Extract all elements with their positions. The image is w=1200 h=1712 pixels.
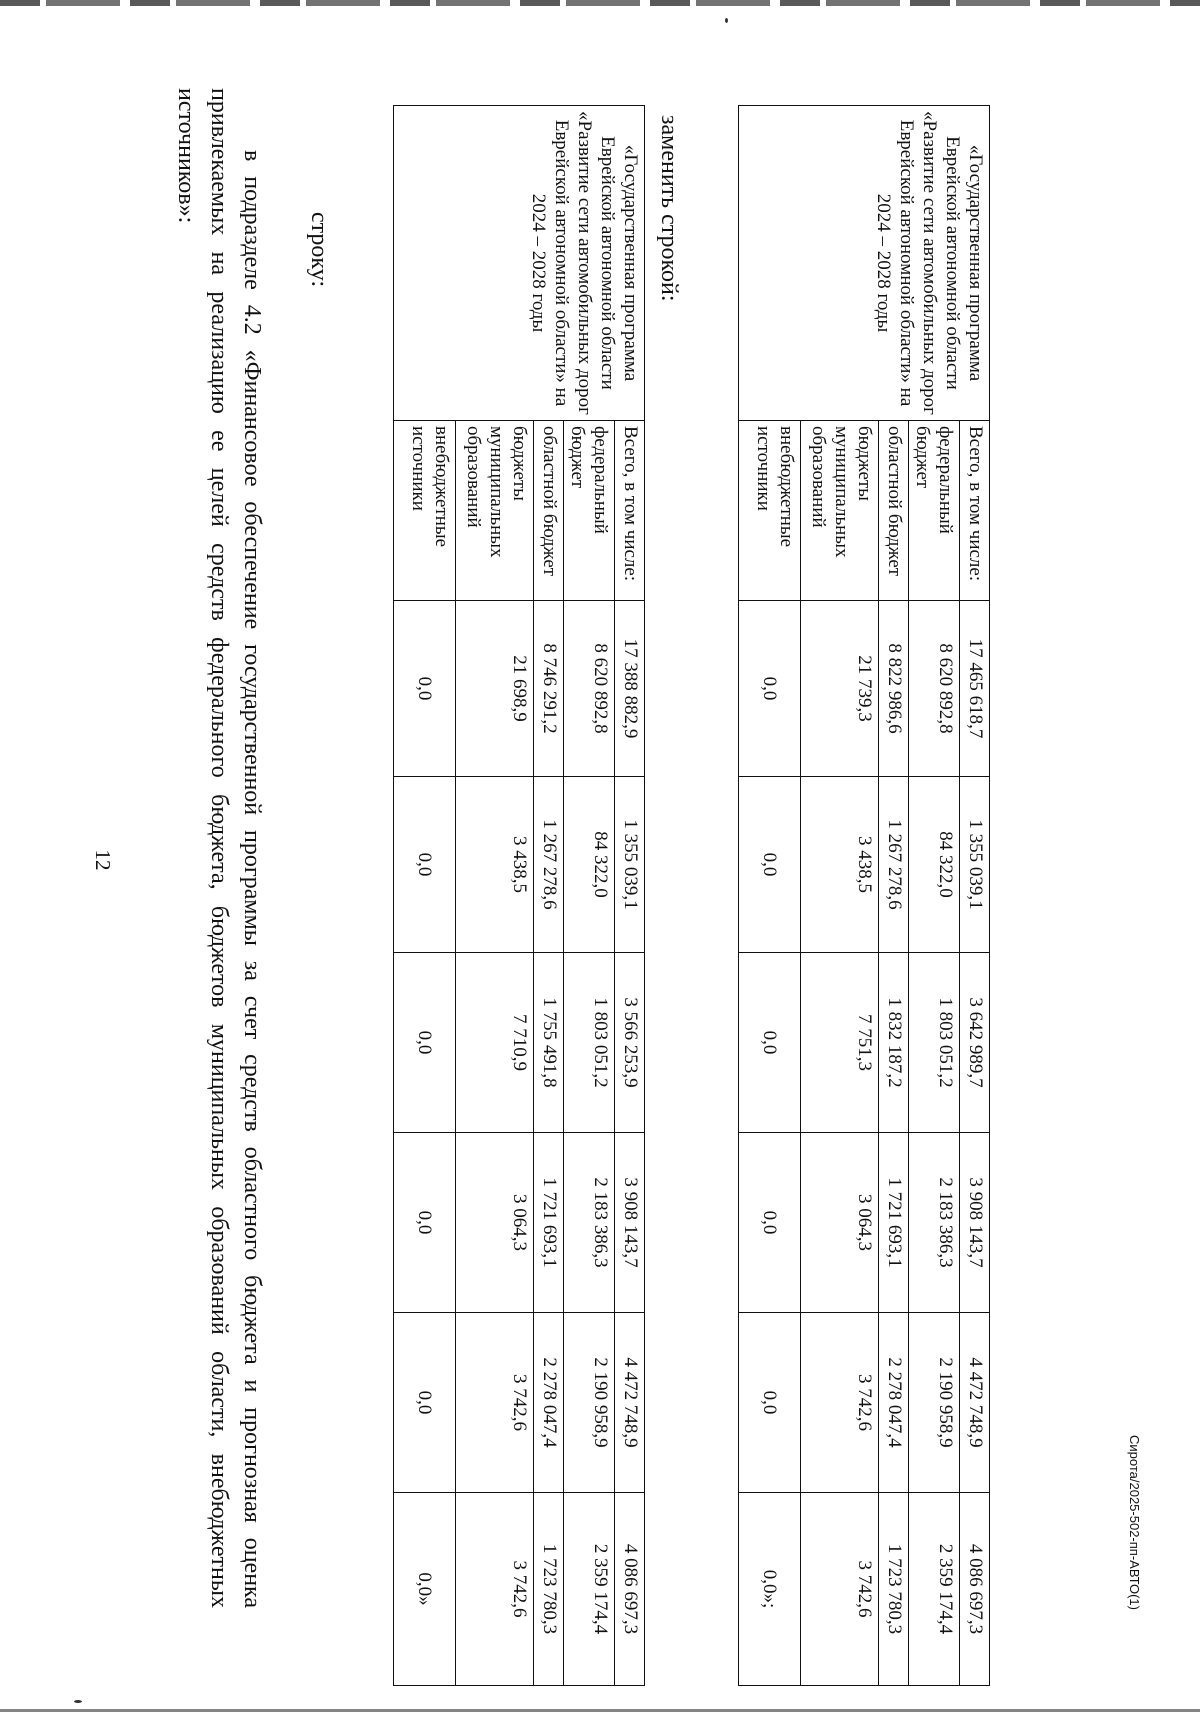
value-cell: 0,0 [394,1133,456,1313]
value-cell: 0,0 [739,601,801,777]
value-cell: 2 183 386,3 [564,1133,615,1313]
value-cell: 1 723 780,3 [879,1493,909,1686]
value-cell: 0,0 [739,777,801,953]
value-cell: 4 086 697,3 [615,1493,645,1686]
value-cell: 2 278 047,4 [534,1313,564,1493]
value-cell: 0,0 [739,1313,801,1493]
program-name-cell: «Государственная программа Еврейской автономной области «Развитие сети автомобильных дорог Еврейской автономной области» на 2024 – 2028 годы [739,106,990,421]
value-cell: 8 746 291,2 [534,601,564,777]
value-cell: 2 190 958,9 [909,1313,960,1493]
value-cell: 1 355 039,1 [615,777,645,953]
value-cell: 0,0 [394,953,456,1133]
source-cell: федеральный бюджет [564,421,615,601]
value-cell: 2 359 174,4 [909,1493,960,1686]
value-cell: 2 190 958,9 [564,1313,615,1493]
value-cell: 3 742,6 [456,1493,534,1686]
table-row [615,106,645,1686]
value-cell: 4 472 748,9 [960,1313,990,1493]
value-cell: 3 908 143,7 [615,1133,645,1313]
value-cell: 0,0 [739,953,801,1133]
value-cell: 0,0»; [739,1493,801,1686]
source-cell: внебюджетные источники [739,421,801,601]
label-old-row: строку: [306,212,332,288]
source-cell: Всего, в том числе: [615,421,645,601]
value-cell: 21 739,3 [801,601,879,777]
value-cell: 3 642 989,7 [960,953,990,1133]
old-budget-table [393,105,645,1686]
table-row [960,106,990,1686]
intro-paragraph [169,88,268,1608]
value-cell: 1 803 051,2 [564,953,615,1133]
source-cell: областной бюджет [879,421,909,601]
value-cell: 0,0 [739,1133,801,1313]
value-cell: 1 721 693,1 [534,1133,564,1313]
source-cell: федеральный бюджет [909,421,960,601]
value-cell: 3 908 143,7 [960,1133,990,1313]
value-cell: 3 566 253,9 [615,953,645,1133]
value-cell: 0,0 [394,777,456,953]
value-cell: 7 710,9 [456,953,534,1133]
source-cell: внебюджетные источники [394,421,456,601]
label-new-row: заменить строкой: [656,115,682,302]
program-name-cell: «Государственная программа Еврейской автономной области «Развитие сети автомобильных дорог Еврейской автономной области» на 2024 – 2028 годы [394,106,645,421]
value-cell: 2 183 386,3 [909,1133,960,1313]
value-cell: 3 438,5 [801,777,879,953]
value-cell: 3 742,6 [456,1313,534,1493]
value-cell: 0,0 [394,1313,456,1493]
source-cell: бюджеты муниципальных образований [456,421,534,601]
value-cell: 17 388 882,9 [615,601,645,777]
value-cell: 1 721 693,1 [879,1133,909,1313]
value-cell: 8 822 986,6 [879,601,909,777]
value-cell: 1 355 039,1 [960,777,990,953]
value-cell: 3 438,5 [456,777,534,953]
source-cell: областной бюджет [534,421,564,601]
value-cell: 3 064,3 [456,1133,534,1313]
value-cell: 4 086 697,3 [960,1493,990,1686]
scan-speck [74,1700,82,1703]
new-budget-table [738,105,990,1686]
value-cell: 3 742,6 [801,1493,879,1686]
value-cell: 3 742,6 [801,1313,879,1493]
value-cell: 7 751,3 [801,953,879,1133]
value-cell: 0,0 [394,601,456,777]
value-cell: 2 278 047,4 [879,1313,909,1493]
value-cell: 8 620 892,8 [909,601,960,777]
intro-text: в подразделе 4.2 «Финансовое обеспечение государственной программы за счет средств областного бюджета и прогнозная оценка привлекаемых на реализацию ее целей средств федерального бюджета, бюджетов муниципальных образований области, внебюджетных источников»: [173,88,265,1608]
value-cell: 4 472 748,9 [615,1313,645,1493]
value-cell: 1 755 491,8 [534,953,564,1133]
value-cell: 0,0» [394,1493,456,1686]
value-cell: 84 322,0 [909,777,960,953]
page-number: 12 [91,849,115,871]
value-cell: 1 803 051,2 [909,953,960,1133]
document-code: Сирота/2025-502-пп-АВТО(1) [1127,1435,1142,1610]
value-cell: 8 620 892,8 [564,601,615,777]
value-cell: 1 267 278,6 [879,777,909,953]
value-cell: 2 359 174,4 [564,1493,615,1686]
value-cell: 21 698,9 [456,601,534,777]
scan-speck [725,18,728,23]
value-cell: 17 465 618,7 [960,601,990,777]
value-cell: 1 723 780,3 [534,1493,564,1686]
source-cell: бюджеты муниципальных образований [801,421,879,601]
value-cell: 3 064,3 [801,1133,879,1313]
source-cell: Всего, в том числе: [960,421,990,601]
value-cell: 84 322,0 [564,777,615,953]
value-cell: 1 267 278,6 [534,777,564,953]
value-cell: 1 832 187,2 [879,953,909,1133]
